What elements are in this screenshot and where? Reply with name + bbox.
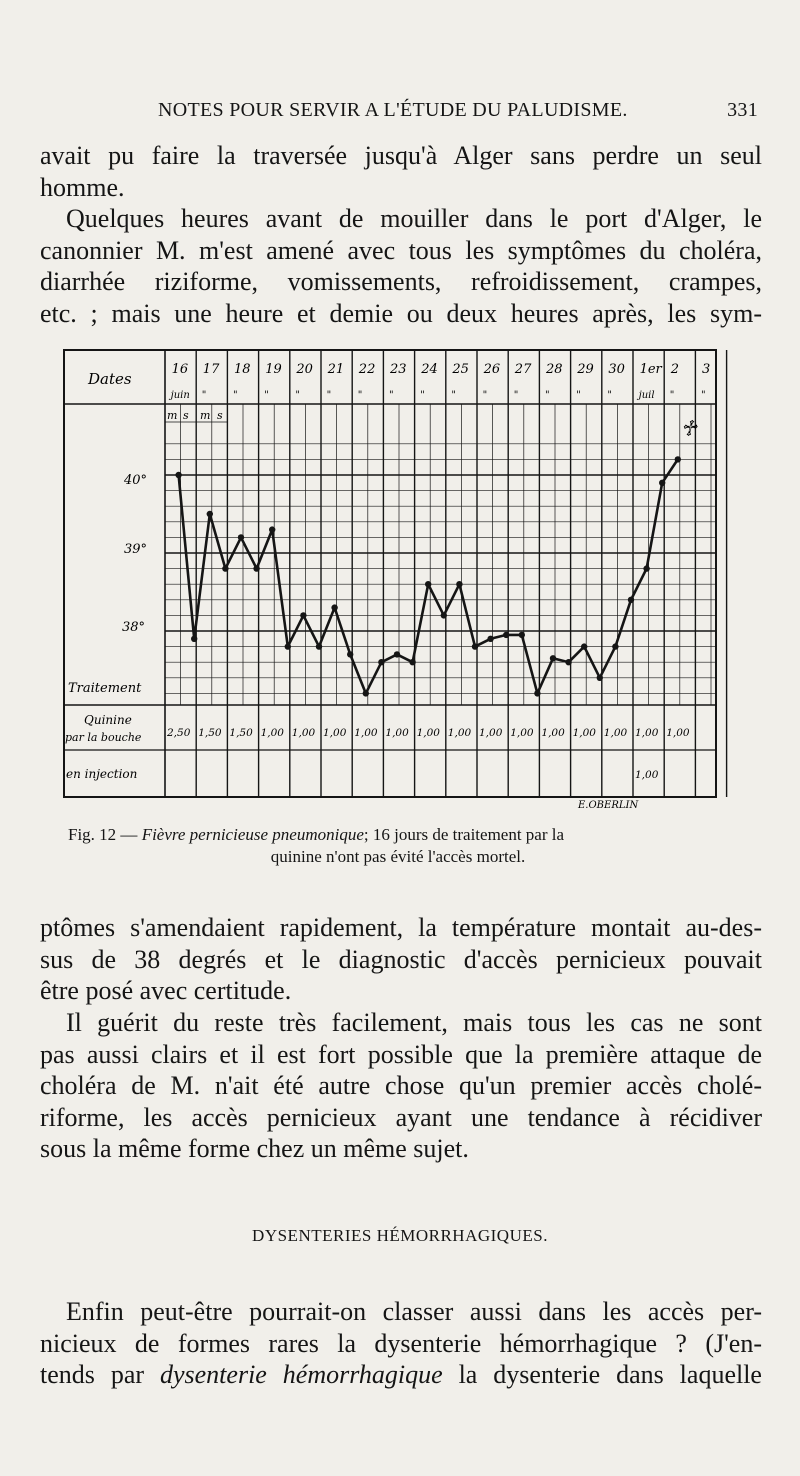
temp-label-38: 38° xyxy=(122,620,146,635)
dose-bouche-label: 1,00 xyxy=(385,727,409,739)
caption-line-2: quinine n'ont pas évité l'accès mortel. xyxy=(270,847,526,866)
ms-label: m xyxy=(167,409,178,422)
temperature-point xyxy=(394,651,400,657)
caption-rest: ; 16 jours de traitement par la xyxy=(363,825,565,844)
row-label-en-injection: en injection xyxy=(66,767,138,781)
temp-label-40: 40° xyxy=(124,473,148,488)
dose-bouche-label: 1,00 xyxy=(416,727,440,739)
temperature-point xyxy=(378,659,384,665)
temperature-point xyxy=(238,534,244,540)
date-sub-label: " xyxy=(669,390,675,401)
date-label: 25 xyxy=(452,362,469,377)
temp-label-39: 39° xyxy=(124,542,148,557)
date-sub-label: " xyxy=(545,390,550,401)
text-line: riforme, les accès pernicieux ayant une tendance à récidiver xyxy=(40,1102,762,1132)
temperature-point xyxy=(175,472,181,478)
text-fragment: tends par xyxy=(40,1360,160,1389)
dose-bouche-label: 1,00 xyxy=(354,727,378,739)
text-line: avait pu faire la traversée jusqu'à Alger sans perdre un seul xyxy=(40,141,762,170)
temperature-series xyxy=(175,456,681,696)
temperature-point xyxy=(191,636,197,642)
text-line: Enfin peut-être pourrait-on classer aussi dans les accès per- xyxy=(66,1297,762,1326)
caption-title: Fièvre pernicieuse pneumonique xyxy=(141,825,364,844)
paragraph-3 xyxy=(40,912,762,1007)
dose-bouche-label: 1,00 xyxy=(447,727,472,739)
temperature-point xyxy=(659,480,665,486)
date-label: 20 xyxy=(296,362,313,377)
text-line: diarrhée riziforme, vomissements, refroidissement, crampes, xyxy=(40,267,762,296)
temperature-point xyxy=(347,651,353,657)
date-sub-label: " xyxy=(389,390,394,401)
paragraph-5 xyxy=(40,1296,762,1391)
paragraph-4 xyxy=(40,1007,762,1165)
temperature-point xyxy=(269,526,275,532)
date-labels xyxy=(169,362,711,401)
temperature-point xyxy=(456,581,462,587)
date-sub-label: " xyxy=(357,390,363,401)
temperature-point xyxy=(300,612,306,618)
temperature-point xyxy=(581,643,587,649)
date-label: 2 xyxy=(670,362,680,377)
engraver-signature: E.OBERLIN xyxy=(578,800,639,811)
date-label: 23 xyxy=(390,362,407,377)
date-sub-label: " xyxy=(326,390,332,401)
dose-injection-label: 1,00 xyxy=(635,769,659,781)
temperature-point xyxy=(503,632,509,638)
date-sub-label: " xyxy=(482,390,488,401)
date-sub-label: " xyxy=(233,390,238,401)
text-line: canonnier M. m'est amené avec tous les symptômes du choléra, xyxy=(40,235,762,265)
dose-bouche-label: 1,00 xyxy=(291,727,316,739)
text-line: sous la même forme chez un même sujet. xyxy=(40,1134,469,1163)
date-sub-label: " xyxy=(420,390,425,401)
temperature-point xyxy=(222,565,228,571)
date-label: 19 xyxy=(265,362,282,377)
chart-labels xyxy=(65,370,698,811)
date-label: 29 xyxy=(577,362,594,377)
date-label: 16 xyxy=(171,362,189,377)
temperature-point xyxy=(643,565,649,571)
temperature-point xyxy=(550,655,556,661)
text-line xyxy=(40,1359,762,1391)
date-sub-label: " xyxy=(201,390,207,401)
ms-label: m xyxy=(200,409,211,422)
text-line: homme. xyxy=(40,172,125,202)
dose-bouche-label: 1,00 xyxy=(323,727,347,739)
temperature-point xyxy=(316,643,322,649)
dose-bouche-label: 1,00 xyxy=(541,727,565,739)
temperature-point xyxy=(675,456,681,462)
date-label: 24 xyxy=(421,362,438,377)
row-label-quinine: Quinine xyxy=(84,713,132,727)
dose-bouche-label: 1,00 xyxy=(510,727,534,739)
caption-prefix: Fig. 12 — xyxy=(68,825,138,844)
temperature-point xyxy=(565,659,571,665)
temperature-point xyxy=(441,612,447,618)
date-label: 26 xyxy=(483,362,501,377)
temperature-point xyxy=(363,690,369,696)
date-sub-label: " xyxy=(264,390,269,401)
date-sub-label: juin xyxy=(170,390,190,401)
temperature-point xyxy=(253,565,259,571)
date-sub-label: juil xyxy=(638,390,655,401)
temperature-point xyxy=(612,643,618,649)
date-label: 27 xyxy=(514,362,532,377)
date-label: 17 xyxy=(202,362,220,377)
temperature-point xyxy=(207,511,213,517)
text-line: nicieux de formes rares la dysenterie hémorrhagique ? (J'en- xyxy=(40,1328,762,1358)
date-label: 30 xyxy=(608,362,625,377)
death-cross-icon: ♱ xyxy=(680,417,697,442)
row-label-traitement: Traitement xyxy=(68,681,142,696)
text-line: ptômes s'amendaient rapidement, la température montait au-des- xyxy=(40,913,762,942)
section-title: DYSENTERIES HÉMORRHAGIQUES. xyxy=(252,1226,548,1245)
text-line: pas aussi clairs et il est fort possible que la première attaque de xyxy=(40,1039,762,1069)
temperature-point xyxy=(597,675,603,681)
temperature-point xyxy=(331,604,337,610)
temperature-point xyxy=(487,636,493,642)
date-label: 3 xyxy=(702,362,711,377)
figure-caption xyxy=(68,824,728,868)
temperature-point xyxy=(409,659,415,665)
date-sub-label: " xyxy=(576,390,581,401)
row-label-dates: Dates xyxy=(88,370,132,388)
text-italic: dysenterie hémorrhagique xyxy=(159,1360,443,1389)
dose-bouche-label: 2,50 xyxy=(167,727,191,739)
dose-bouche-label: 1,00 xyxy=(572,727,596,739)
text-line: choléra de M. n'ait été autre chose qu'un premier accès cholé- xyxy=(40,1071,762,1100)
dose-bouche-label: 1,00 xyxy=(603,727,628,739)
ms-label: s xyxy=(183,409,189,422)
date-label: 28 xyxy=(546,362,563,377)
date-sub-label: " xyxy=(607,390,613,401)
date-label: 1er xyxy=(639,362,662,377)
dose-bouche-label: 1,00 xyxy=(479,727,503,739)
dose-bouche-label: 1,00 xyxy=(260,727,284,739)
temperature-point xyxy=(472,643,478,649)
date-label: 22 xyxy=(358,362,376,377)
dose-bouche-label: 1,50 xyxy=(229,727,253,739)
temperature-point xyxy=(519,632,525,638)
page-number: 331 xyxy=(727,99,758,121)
text-fragment: la dysenterie dans laquelle xyxy=(442,1360,762,1389)
header-title: NOTES POUR SERVIR A L'ÉTUDE DU PALUDISME. xyxy=(158,99,628,121)
ms-label: s xyxy=(217,409,223,422)
text-line: Quelques heures avant de mouiller dans le port d'Alger, le xyxy=(66,204,762,233)
dose-labels xyxy=(166,727,690,781)
dose-bouche-label: 1,00 xyxy=(635,727,659,739)
date-sub-label: " xyxy=(295,390,301,401)
date-sub-label: " xyxy=(451,390,457,401)
date-sub-label: " xyxy=(701,390,706,401)
text-line: Il guérit du reste très facilement, mais tous les cas ne sont xyxy=(66,1008,762,1037)
text-line: etc. ; mais une heure et demie ou deux heures après, les sym- xyxy=(40,298,762,328)
temperature-point xyxy=(285,643,291,649)
text-line: être posé avec certitude. xyxy=(40,976,292,1005)
temperature-point xyxy=(628,597,634,603)
temperature-point xyxy=(425,581,431,587)
date-label: 18 xyxy=(234,362,251,377)
dose-bouche-label: 1,00 xyxy=(666,727,690,739)
temperature-line xyxy=(179,459,678,693)
row-label-par-bouche: par la bouche xyxy=(65,731,142,744)
date-sub-label: " xyxy=(513,390,519,401)
temperature-point xyxy=(534,690,540,696)
date-label: 21 xyxy=(327,362,345,377)
text-line: sus de 38 degrés et le diagnostic d'accès pernicieux pouvait xyxy=(40,944,762,974)
dose-bouche-label: 1,50 xyxy=(198,727,222,739)
